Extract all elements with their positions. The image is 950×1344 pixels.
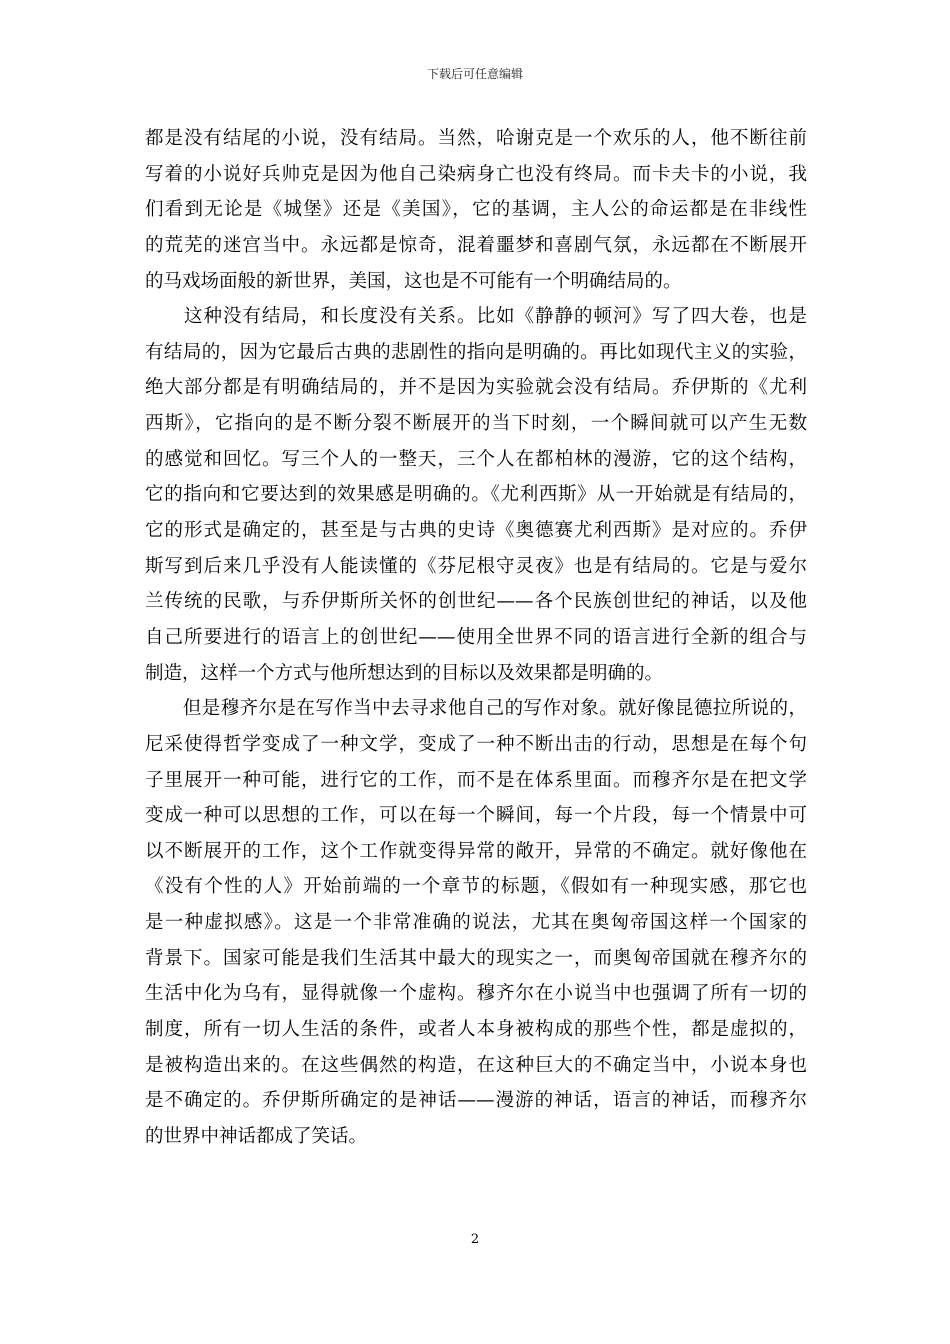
page-number: 2 <box>470 1232 480 1247</box>
text-line: 是被构造出来的。在这些偶然的构造，在这种巨大的不确定当中，小说本身也 <box>145 1054 807 1076</box>
text-line: 背景下。国家可能是我们生活其中最大的现实之一，而奥匈帝国就在穆齐尔的 <box>145 947 807 969</box>
text-line: 有结局的，因为它最后古典的悲剧性的指向是明确的。再比如现代主义的实验， <box>145 341 807 363</box>
text-line: 它的指向和它要达到的效果感是明确的。《尤利西斯》从一开始就是有结局的， <box>145 484 807 506</box>
text-line: 生活中化为乌有，显得就像一个虚构。穆齐尔在小说当中也强调了所有一切的 <box>145 983 807 1005</box>
text-line: 但是穆齐尔是在写作当中去寻求他自己的写作对象。就好像昆德拉所说的， <box>145 698 807 720</box>
text-line: 的感觉和回忆。写三个人的一整天，三个人在都柏林的漫游，它的这个结构， <box>145 448 807 470</box>
text-line: 制造，这样一个方式与他所想达到的目标以及效果都是明确的。 <box>145 662 664 684</box>
document-body <box>145 121 807 1155</box>
text-line: 是一种虚拟感》。这是一个非常准确的说法，尤其在奥匈帝国这样一个国家的 <box>145 912 807 934</box>
text-line: 的马戏场面般的新世界，美国，这也是不可能有一个明确结局的。 <box>145 270 682 292</box>
text-line: 自己所要进行的语言上的创世纪——使用全世界不同的语言进行全新的组合与 <box>145 626 807 648</box>
page-header: 下载后可任意编辑 <box>426 67 523 81</box>
text-line: 的世界中神话都成了笑话。 <box>145 1125 368 1147</box>
text-line: 斯写到后来几乎没有人能读懂的《芬尼根守灵夜》也是有结局的。它是与爱尔 <box>145 555 807 577</box>
text-line: 们看到无论是《城堡》还是《美国》，它的基调，主人公的命运都是在非线性 <box>145 199 807 221</box>
text-line: 《没有个性的人》开始前端的一个章节的标题，《假如有一种现实感，那它也 <box>145 876 807 898</box>
text-line: 的荒芜的迷宫当中。永远都是惊奇，混着噩梦和喜剧气氛，永远都在不断展开 <box>145 234 807 256</box>
text-line: 以不断展开的工作，这个工作就变得异常的敞开，异常的不确定。就好像他在 <box>145 840 807 862</box>
text-line: 写着的小说好兵帅克是因为他自己染病身亡也没有终局。而卡夫卡的小说，我 <box>145 163 807 185</box>
text-line: 尼采使得哲学变成了一种文学，变成了一种不断出击的行动，思想是在每个句 <box>145 733 807 755</box>
text-line: 西斯》，它指向的是不断分裂不断展开的当下时刻，一个瞬间就可以产生无数 <box>145 413 807 435</box>
text-line: 是不确定的。乔伊斯所确定的是神话——漫游的神话，语言的神话，而穆齐尔 <box>145 1090 807 1112</box>
text-line: 变成一种可以思想的工作，可以在每一个瞬间，每一个片段，每一个情景中可 <box>145 805 807 827</box>
text-line: 子里展开一种可能，进行它的工作，而不是在体系里面。而穆齐尔是在把文学 <box>145 769 807 791</box>
text-line: 都是没有结尾的小说，没有结局。当然，哈谢克是一个欢乐的人，他不断往前 <box>145 128 807 149</box>
text-line: 兰传统的民歌，与乔伊斯所关怀的创世纪——各个民族创世纪的神话，以及他 <box>145 591 807 613</box>
text-line: 这种没有结局，和长度没有关系。比如《静静的顿河》写了四大卷，也是 <box>145 306 807 328</box>
text-line: 它的形式是确定的，甚至是与古典的史诗《奥德赛尤利西斯》是对应的。乔伊 <box>145 520 807 542</box>
text-line: 绝大部分都是有明确结局的，并不是因为实验就会没有结局。乔伊斯的《尤利 <box>145 377 807 399</box>
text-line: 制度，所有一切人生活的条件，或者人本身被构成的那些个性，都是虚拟的， <box>145 1019 807 1041</box>
